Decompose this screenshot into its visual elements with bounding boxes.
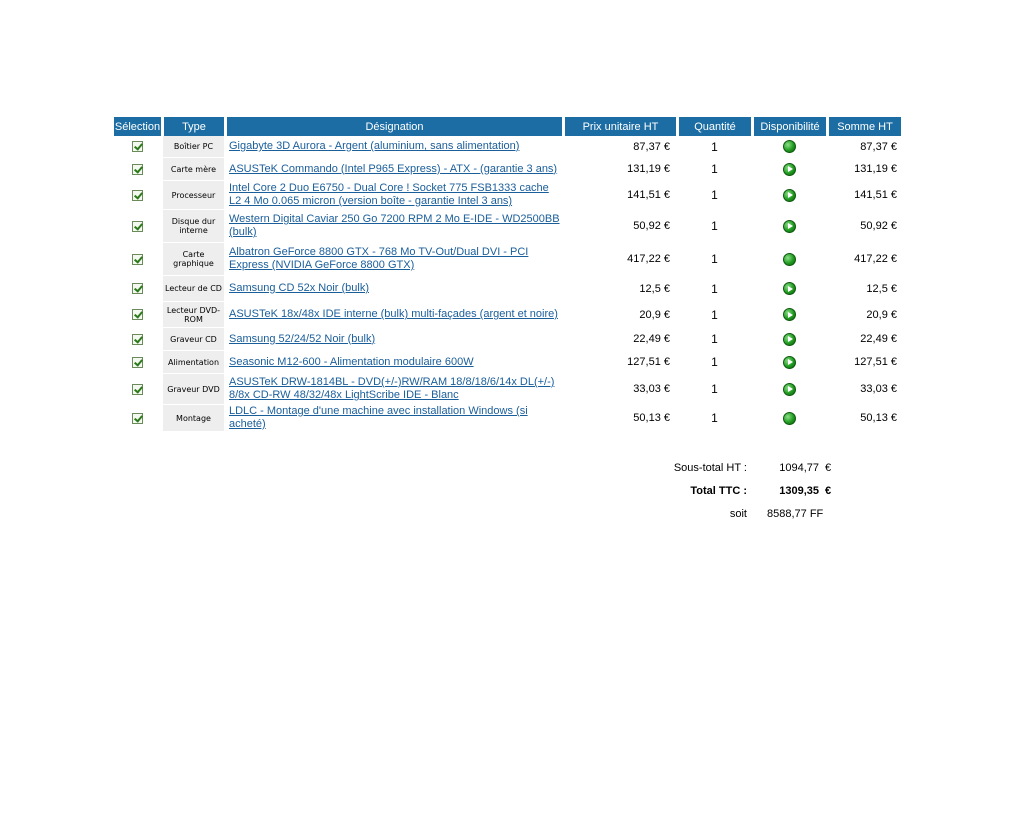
sum-cell: 50,92 € bbox=[828, 210, 901, 243]
sum-cell: 87,37 € bbox=[828, 136, 901, 158]
green-play-icon bbox=[783, 189, 796, 202]
product-link[interactable]: ASUSTeK 18x/48x IDE interne (bulk) multi-façades (argent et noire) bbox=[229, 308, 558, 320]
sum-cell: 50,13 € bbox=[828, 405, 901, 432]
sum-cell: 12,5 € bbox=[828, 276, 901, 302]
designation-cell bbox=[226, 276, 562, 302]
type-cell: Alimentation bbox=[163, 351, 224, 374]
green-dot-icon bbox=[783, 140, 796, 153]
table-row bbox=[113, 328, 901, 351]
quantity-cell: 1 bbox=[678, 243, 751, 276]
sum-cell: 417,22 € bbox=[828, 243, 901, 276]
table-row bbox=[113, 210, 901, 243]
designation-cell bbox=[226, 374, 562, 405]
sum-cell: 20,9 € bbox=[828, 302, 901, 328]
selection-cell bbox=[113, 210, 161, 243]
francs-row bbox=[640, 502, 845, 525]
header-availability: Disponibilité bbox=[753, 117, 826, 136]
green-play-icon bbox=[783, 333, 796, 346]
product-link[interactable]: Samsung 52/24/52 Noir (bulk) bbox=[229, 332, 376, 345]
availability-cell bbox=[753, 158, 826, 181]
unit-price-cell: 417,22 € bbox=[564, 243, 676, 276]
header-selection: Sélection bbox=[113, 117, 161, 136]
green-play-icon bbox=[783, 308, 796, 321]
quantity-cell: 1 bbox=[678, 276, 751, 302]
subtotal-value: 1094,77 bbox=[779, 461, 819, 474]
unit-price-cell: 131,19 € bbox=[564, 158, 676, 181]
quantity-cell: 1 bbox=[678, 158, 751, 181]
type-cell: Boîtier PC bbox=[163, 136, 224, 158]
table-row bbox=[113, 136, 901, 158]
product-link[interactable]: Intel Core 2 Duo E6750 - Dual Core ! Socket 775 FSB1333 cache L2 4 Mo 0.065 micron (version boîte - garantie Intel 3 ans) bbox=[229, 182, 549, 207]
designation-cell bbox=[226, 136, 562, 158]
configuration-table bbox=[111, 117, 903, 432]
product-link[interactable]: ASUSTeK Commando (Intel P965 Express) - ATX - (garantie 3 ans) bbox=[229, 162, 558, 175]
type-cell: Montage bbox=[163, 405, 224, 432]
availability-cell bbox=[753, 302, 826, 328]
type-cell: Disque dur interne bbox=[163, 210, 224, 243]
green-play-icon bbox=[783, 282, 796, 295]
quantity-cell: 1 bbox=[678, 136, 751, 158]
availability-cell bbox=[753, 136, 826, 158]
selection-cell bbox=[113, 158, 161, 181]
table-row bbox=[113, 374, 901, 405]
type-cell: Lecteur de CD bbox=[163, 276, 224, 302]
green-dot-icon bbox=[783, 253, 796, 266]
francs-value: 8588,77 FF bbox=[767, 507, 824, 520]
subtotal-row bbox=[640, 456, 845, 479]
selection-cell bbox=[113, 302, 161, 328]
availability-cell bbox=[753, 243, 826, 276]
table-row bbox=[113, 158, 901, 181]
total-ttc-value: 1309,35 bbox=[779, 484, 819, 497]
header-unit-price: Prix unitaire HT bbox=[564, 117, 676, 136]
type-cell: Processeur bbox=[163, 181, 224, 210]
unit-price-cell: 20,9 € bbox=[564, 302, 676, 328]
availability-cell bbox=[753, 210, 826, 243]
selection-cell bbox=[113, 351, 161, 374]
sum-cell: 131,19 € bbox=[828, 158, 901, 181]
product-link[interactable]: Samsung CD 52x Noir (bulk) bbox=[229, 282, 369, 294]
product-link[interactable]: Seasonic M12-600 - Alimentation modulaire 600W bbox=[229, 355, 474, 368]
table-header-row bbox=[113, 117, 901, 136]
subtotal-currency: € bbox=[825, 461, 832, 474]
product-link[interactable]: Albatron GeForce 8800 GTX - 768 Mo TV-Out/Dual DVI - PCI Express (NVIDIA GeForce 8800 GTX) bbox=[229, 246, 529, 271]
unit-price-cell: 50,13 € bbox=[564, 405, 676, 432]
selection-cell bbox=[113, 243, 161, 276]
green-play-icon bbox=[783, 220, 796, 233]
designation-cell bbox=[226, 302, 562, 328]
green-play-icon bbox=[783, 163, 796, 176]
selection-checkbox[interactable] bbox=[132, 413, 143, 424]
quantity-cell: 1 bbox=[678, 302, 751, 328]
unit-price-cell: 22,49 € bbox=[564, 328, 676, 351]
selection-checkbox[interactable] bbox=[132, 190, 143, 201]
designation-cell bbox=[226, 243, 562, 276]
total-ttc-row bbox=[640, 479, 845, 502]
designation-cell bbox=[226, 328, 562, 351]
selection-checkbox[interactable] bbox=[132, 221, 143, 232]
header-total: Somme HT bbox=[828, 117, 901, 136]
availability-cell bbox=[753, 328, 826, 351]
green-play-icon bbox=[783, 383, 796, 396]
green-play-icon bbox=[783, 356, 796, 369]
sum-cell: 22,49 € bbox=[828, 328, 901, 351]
quantity-cell: 1 bbox=[678, 405, 751, 432]
table-row bbox=[113, 243, 901, 276]
table-row bbox=[113, 276, 901, 302]
selection-checkbox[interactable] bbox=[132, 384, 143, 395]
table-row bbox=[113, 405, 901, 432]
sum-cell: 127,51 € bbox=[828, 351, 901, 374]
total-ttc-currency: € bbox=[825, 484, 832, 497]
totals-block bbox=[640, 456, 845, 525]
quantity-cell: 1 bbox=[678, 374, 751, 405]
designation-cell bbox=[226, 181, 562, 210]
designation-cell bbox=[226, 405, 562, 432]
availability-cell bbox=[753, 181, 826, 210]
table-row bbox=[113, 181, 901, 210]
selection-checkbox[interactable] bbox=[132, 309, 143, 320]
header-type: Type bbox=[163, 117, 224, 136]
type-cell: Graveur CD bbox=[163, 328, 224, 351]
availability-cell bbox=[753, 374, 826, 405]
francs-label: soit bbox=[729, 507, 747, 520]
total-ttc-label: Total TTC : bbox=[690, 484, 747, 497]
header-quantity: Quantité bbox=[678, 117, 751, 136]
selection-checkbox[interactable] bbox=[132, 334, 143, 345]
designation-cell bbox=[226, 351, 562, 374]
selection-checkbox[interactable] bbox=[132, 357, 143, 368]
selection-cell bbox=[113, 328, 161, 351]
unit-price-cell: 33,03 € bbox=[564, 374, 676, 405]
type-cell: Carte mère bbox=[163, 158, 224, 181]
sum-cell: 33,03 € bbox=[828, 374, 901, 405]
selection-checkbox[interactable] bbox=[132, 254, 143, 265]
selection-cell bbox=[113, 374, 161, 405]
sum-cell: 141,51 € bbox=[828, 181, 901, 210]
unit-price-cell: 87,37 € bbox=[564, 136, 676, 158]
header-designation: Désignation bbox=[226, 117, 562, 136]
product-link[interactable]: LDLC - Montage d'une machine avec installation Windows (si acheté) bbox=[229, 405, 528, 430]
quantity-cell: 1 bbox=[678, 328, 751, 351]
selection-checkbox[interactable] bbox=[132, 164, 143, 175]
selection-cell bbox=[113, 136, 161, 158]
selection-cell bbox=[113, 276, 161, 302]
quantity-cell: 1 bbox=[678, 351, 751, 374]
type-cell: Carte graphique bbox=[163, 243, 224, 276]
table-row bbox=[113, 302, 901, 328]
table-row bbox=[113, 351, 901, 374]
selection-checkbox[interactable] bbox=[132, 141, 143, 152]
product-link[interactable]: Western Digital Caviar 250 Go 7200 RPM 2 Mo E-IDE - WD2500BB (bulk) bbox=[229, 213, 560, 238]
selection-cell bbox=[113, 405, 161, 432]
availability-cell bbox=[753, 351, 826, 374]
quantity-cell: 1 bbox=[678, 181, 751, 210]
product-link[interactable]: Gigabyte 3D Aurora - Argent (aluminium, sans alimentation) bbox=[229, 140, 520, 152]
designation-cell bbox=[226, 210, 562, 243]
unit-price-cell: 12,5 € bbox=[564, 276, 676, 302]
selection-cell bbox=[113, 181, 161, 210]
availability-cell bbox=[753, 405, 826, 432]
designation-cell bbox=[226, 158, 562, 181]
subtotal-label: Sous-total HT : bbox=[673, 461, 747, 474]
type-cell: Graveur DVD bbox=[163, 374, 224, 405]
unit-price-cell: 50,92 € bbox=[564, 210, 676, 243]
selection-checkbox[interactable] bbox=[132, 283, 143, 294]
green-dot-icon bbox=[783, 412, 796, 425]
product-link[interactable]: ASUSTeK DRW-1814BL - DVD(+/-)RW/RAM 18/8/18/6/14x DL(+/-) 8/8x CD-RW 48/32/48x LightScribe IDE - Blanc bbox=[229, 376, 555, 401]
unit-price-cell: 141,51 € bbox=[564, 181, 676, 210]
type-cell: Lecteur DVD-ROM bbox=[163, 302, 224, 328]
availability-cell bbox=[753, 276, 826, 302]
unit-price-cell: 127,51 € bbox=[564, 351, 676, 374]
quantity-cell: 1 bbox=[678, 210, 751, 243]
